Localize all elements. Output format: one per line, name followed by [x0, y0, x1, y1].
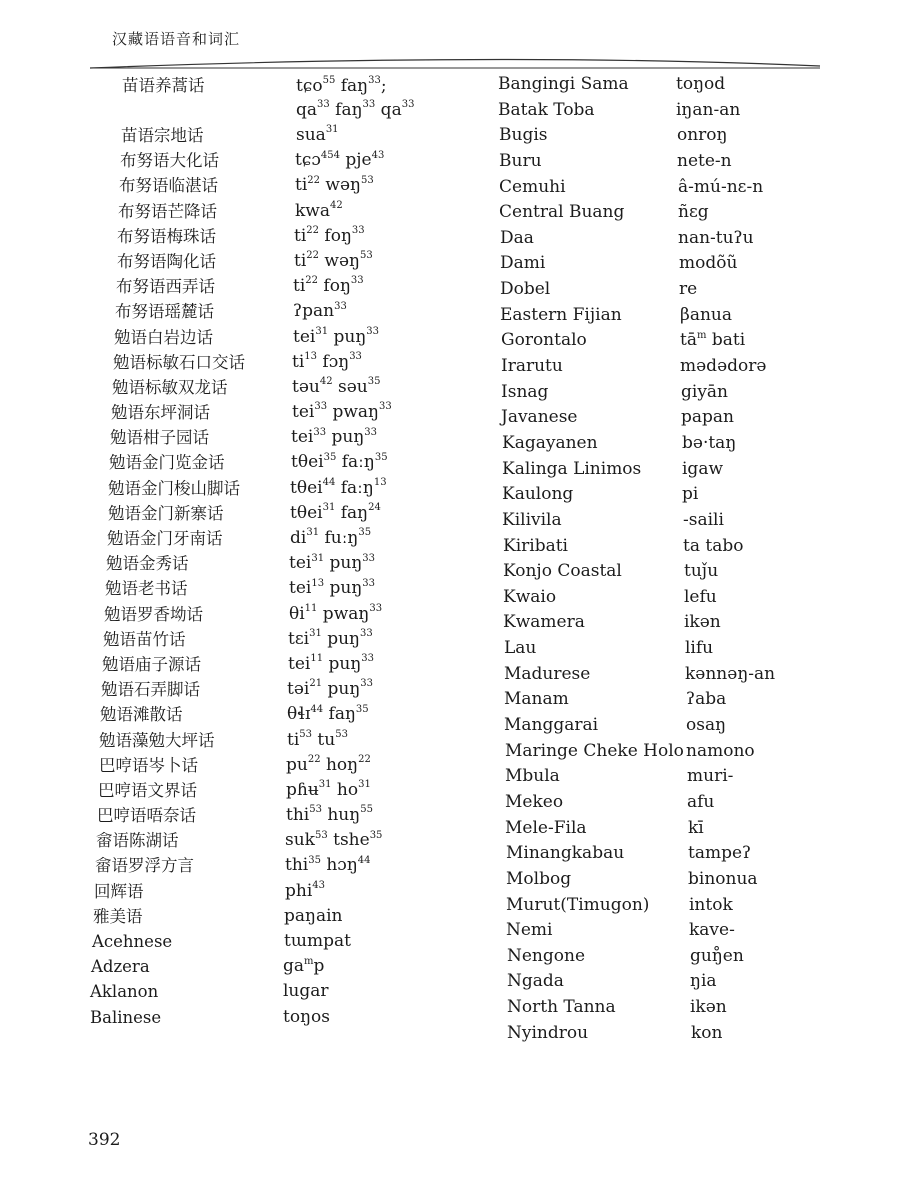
- word-form: lifu: [685, 638, 714, 659]
- word-form: $ti^{22}$ foŋ$^{33}$: [294, 225, 365, 246]
- word-form: tθei$^{31}$ faŋ$^{24}$: [290, 502, 381, 523]
- word-form: -saili: [683, 509, 724, 530]
- word-form: kon: [691, 1022, 723, 1043]
- word-form: binonua: [688, 868, 758, 889]
- word-form: thi$^{53}$ huŋ$^{55}$: [286, 804, 373, 826]
- language-name: 勉语庙子源话: [102, 654, 201, 674]
- language-name: Central Buang: [499, 202, 625, 223]
- entry-row: [0, 879, 490, 904]
- language-name: 勉语藻勉大坪话: [99, 730, 215, 750]
- word-form: nan-tuʔu: [678, 227, 754, 248]
- word-form: tɛi$^{31}$ puŋ$^{33}$: [288, 628, 373, 649]
- language-name: 布努语瑶麓话: [115, 302, 214, 322]
- entry-row: [490, 816, 900, 842]
- entry-row: [0, 954, 490, 979]
- word-form: $\theta i^{11}$ pwaŋ$^{33}$: [289, 602, 383, 624]
- language-name: Kwaio: [503, 586, 557, 607]
- language-name: Batak Toba: [498, 99, 595, 120]
- language-name: 勉语东坪洞话: [111, 403, 210, 423]
- entry-row: [490, 98, 900, 124]
- entry-row: [490, 251, 900, 277]
- word-form: thi$^{35}$ hɔŋ$^{44}$: [285, 854, 371, 876]
- entry-row: [490, 405, 900, 431]
- language-name: 勉语罗香坳话: [104, 604, 203, 624]
- language-name: Kaulong: [502, 484, 574, 505]
- entry-row: [0, 450, 490, 475]
- entry-row: [0, 224, 490, 249]
- language-name: Javanese: [501, 407, 578, 428]
- word-form: ʔpan$^{33}$: [293, 300, 347, 322]
- language-name: North Tanna: [507, 997, 616, 1018]
- entry-row: [490, 867, 900, 893]
- word-form: tθei$^{35}$ faːŋ$^{35}$: [291, 451, 388, 473]
- entry-row: [490, 893, 900, 919]
- entry-row: [490, 431, 900, 457]
- language-name: 苗语养蒿话: [122, 76, 205, 95]
- language-name: Maringe Cheke Holo: [505, 740, 684, 761]
- language-name: 布努语西弄话: [116, 277, 215, 297]
- language-name: Mekeo: [505, 791, 564, 812]
- language-name: 布努语大化话: [120, 151, 219, 171]
- entry-row: [490, 636, 900, 662]
- word-form: $ti^{53}$ $tu^{53}$: [287, 728, 348, 750]
- word-form: re: [679, 279, 698, 300]
- left-column: [0, 73, 490, 1030]
- word-form: pi: [682, 484, 699, 505]
- word-form: $ga^mp$: [283, 955, 325, 977]
- word-form: θɬɪ$^{44}$ faŋ$^{35}$: [287, 703, 369, 725]
- entry-row: [0, 425, 490, 450]
- language-name: Kagayanen: [502, 432, 598, 453]
- language-name: Dobel: [500, 279, 551, 300]
- entry-row: [0, 400, 490, 425]
- language-name: 畲语陈湖话: [96, 831, 179, 851]
- entry-row: [490, 328, 900, 354]
- language-name: 布努语梅珠话: [117, 226, 216, 246]
- language-name: Balinese: [90, 1007, 162, 1027]
- entry-row: [490, 123, 900, 149]
- entry-row: [0, 526, 490, 551]
- language-name: 勉语金门新寨话: [108, 503, 224, 523]
- language-name: Aklanon: [90, 982, 159, 1002]
- entry-row: [0, 249, 490, 274]
- entry-row: [490, 175, 900, 201]
- entry-row: [490, 277, 900, 303]
- language-name: Bugis: [499, 125, 548, 146]
- word-form: ta tabo: [683, 535, 744, 556]
- entry-row: [490, 226, 900, 252]
- entry-row: [490, 457, 900, 483]
- entry-row: [0, 1005, 490, 1030]
- word-form: tuǰu: [684, 561, 719, 582]
- entry-row: [0, 551, 490, 576]
- entry-row: [490, 559, 900, 585]
- word-form: iŋan-an: [676, 99, 741, 120]
- language-name: Minangkabau: [506, 843, 625, 864]
- word-form: təi$^{21}$ puŋ$^{33}$: [287, 678, 373, 700]
- entry-row: [0, 123, 490, 148]
- entry-row: [490, 585, 900, 611]
- entry-row: [490, 687, 900, 713]
- language-name: Nyindrou: [507, 1022, 589, 1043]
- word-form: βanua: [680, 304, 732, 325]
- language-name: Nengone: [507, 945, 586, 966]
- word-form: tɕɔ$^{454}$ pje$^{43}$: [295, 149, 385, 171]
- entry-row: [490, 739, 900, 765]
- word-form: onroŋ: [677, 125, 728, 146]
- word-form: ŋia: [690, 971, 717, 992]
- entry-row: [490, 1021, 900, 1047]
- language-name: 巴哼语岑卜话: [99, 755, 198, 775]
- entry-row: [490, 995, 900, 1021]
- entry-row: [0, 803, 490, 828]
- entry-row: [490, 354, 900, 380]
- word-form: təu$^{42}$ səu$^{35}$: [292, 376, 381, 397]
- word-form: giyān: [681, 381, 729, 402]
- language-name: 苗语宗地话: [121, 126, 204, 145]
- word-form: bə·taŋ: [682, 432, 737, 453]
- language-name: 畲语罗浮方言: [95, 856, 194, 876]
- entry-row: [0, 929, 490, 954]
- word-form: toŋos: [283, 1006, 330, 1027]
- language-name: 雅美语: [93, 906, 143, 926]
- language-name: 勉语老书话: [105, 579, 188, 599]
- word-form: tei$^{11}$ puŋ$^{33}$: [288, 653, 374, 674]
- entry-row: [490, 380, 900, 406]
- entry-row: [0, 778, 490, 803]
- word-form: muri-: [687, 766, 734, 787]
- language-name: Kwamera: [503, 612, 585, 633]
- word-form: $ti^{22}$ foŋ$^{33}$: [293, 275, 364, 297]
- word-form: $di^{31}$ fuːŋ$^{35}$: [290, 527, 372, 548]
- entry-row: [490, 508, 900, 534]
- word-form: tei$^{31}$ puŋ$^{33}$: [293, 325, 379, 347]
- language-name: Isnag: [501, 381, 549, 402]
- word-form: phi$^{43}$: [285, 879, 326, 901]
- entry-row: [490, 534, 900, 560]
- entry-row: [0, 602, 490, 627]
- language-name: 勉语滩散话: [100, 705, 183, 725]
- word-form: paŋain: [284, 905, 343, 926]
- language-name: Daa: [500, 227, 534, 248]
- word-form: tɯmpat: [284, 931, 351, 951]
- language-name: 勉语标敏双龙话: [112, 377, 228, 397]
- language-name: Konjo Coastal: [503, 561, 622, 582]
- entry-row: [0, 979, 490, 1004]
- word-form: nete-n: [677, 150, 732, 171]
- entry-row: [0, 299, 490, 324]
- language-name: Ngada: [507, 971, 564, 992]
- word-form: tθei$^{44}$ faːŋ$^{13}$: [290, 476, 387, 498]
- entry-row: [0, 677, 490, 702]
- word-form: $ti^{22}$ wəŋ$^{53}$: [294, 250, 373, 271]
- entry-row: [0, 702, 490, 727]
- entry-row: [0, 199, 490, 224]
- word-form: ʔaba: [686, 689, 727, 710]
- language-name: 勉语柑子园话: [110, 428, 209, 448]
- word-form: namono: [686, 740, 755, 761]
- language-name: 勉语标敏石口交话: [113, 352, 245, 372]
- language-name: Eastern Fijian: [500, 304, 622, 325]
- entry-row: [0, 173, 490, 198]
- word-form: pɦʉ$^{31}$ $ho^{31}$: [286, 779, 371, 800]
- word-form: igaw: [682, 458, 724, 479]
- running-header: 汉藏语语音和词汇: [112, 30, 241, 48]
- word-form: toŋod: [676, 74, 726, 94]
- entry-row: [490, 969, 900, 995]
- language-name: Manam: [504, 689, 569, 710]
- word-form: ikən: [684, 612, 721, 633]
- language-name: Kilivila: [502, 509, 562, 530]
- word-form: kwa$^{42}$: [295, 199, 343, 221]
- language-name: Adzera: [91, 957, 150, 977]
- entry-row: [0, 148, 490, 173]
- language-name: Manggarai: [504, 715, 599, 736]
- entry-row: [490, 482, 900, 508]
- entry-row: [490, 764, 900, 790]
- word-form: $ti^{22}$ wəŋ$^{53}$: [295, 174, 374, 196]
- language-name: Bangingi Sama: [498, 74, 629, 94]
- entry-row: [490, 790, 900, 816]
- entry-row: [490, 149, 900, 175]
- word-form: ñɛg: [678, 202, 709, 223]
- language-name: 勉语金门览金话: [109, 453, 225, 473]
- word-form: guŋ̊en: [690, 945, 744, 966]
- language-name: 布努语芒降话: [118, 201, 217, 221]
- language-name: 勉语苗竹话: [103, 629, 186, 649]
- word-form: lugar: [283, 981, 329, 1002]
- entry-row: [490, 841, 900, 867]
- language-name: Acehnese: [92, 932, 173, 951]
- entry-row: [490, 918, 900, 944]
- entry-row: [0, 728, 490, 753]
- language-name: Kiribati: [503, 535, 568, 556]
- word-form: tei$^{13}$ puŋ$^{33}$: [289, 577, 375, 599]
- word-form: $ti^{13}$ fɔŋ$^{33}$: [292, 351, 362, 372]
- entry-row: [0, 753, 490, 778]
- right-column: [490, 72, 900, 1046]
- entry-row: [0, 853, 490, 878]
- language-name: 回辉语: [94, 881, 144, 901]
- word-form-continued: $qa^{33}$ faŋ$^{33}$ $qa^{33}$: [296, 99, 415, 120]
- language-name: Kalinga Linimos: [502, 458, 642, 479]
- language-name: 巴哼语唔奈话: [97, 806, 196, 826]
- word-form: lefu: [684, 586, 717, 607]
- entry-row: [490, 662, 900, 688]
- language-name: Dami: [500, 253, 546, 274]
- word-form: kave-: [689, 920, 735, 941]
- entry-row: [0, 375, 490, 400]
- word-form: tampeʔ: [688, 843, 752, 864]
- page-number: 392: [88, 1130, 121, 1150]
- entry-row: [0, 501, 490, 526]
- word-form: papan: [681, 407, 734, 428]
- entry-row: [0, 274, 490, 299]
- language-name: 勉语金秀话: [106, 554, 189, 574]
- entry-row: [490, 944, 900, 970]
- word-form: $tā^m$ bati: [680, 329, 746, 351]
- entry-row: [0, 73, 490, 123]
- word-form: tei$^{31}$ puŋ$^{33}$: [289, 552, 375, 574]
- word-form: kənnəŋ-an: [685, 663, 776, 684]
- entry-row: [0, 350, 490, 375]
- entry-row: [0, 904, 490, 929]
- language-name: 勉语石弄脚话: [101, 680, 200, 700]
- word-form: tei$^{33}$ pwaŋ$^{33}$: [292, 401, 392, 423]
- language-name: Molbog: [506, 868, 572, 889]
- word-form: suk$^{53}$ tshe$^{35}$: [285, 829, 383, 851]
- word-form: kī: [688, 817, 704, 838]
- entry-row: [0, 828, 490, 853]
- entry-row: [490, 610, 900, 636]
- language-name: Mbula: [505, 766, 560, 787]
- language-name: Mele-Fila: [505, 817, 587, 838]
- word-form: sua$^{31}$: [296, 124, 339, 145]
- entry-row: [490, 72, 900, 98]
- entry-row: [0, 576, 490, 601]
- word-form: mədədorə: [680, 356, 767, 377]
- entry-row: [0, 652, 490, 677]
- language-name: 巴哼语文界话: [98, 780, 197, 800]
- language-name: Madurese: [504, 663, 591, 684]
- language-name: Buru: [499, 150, 542, 171]
- word-form: tei$^{33}$ puŋ$^{33}$: [291, 426, 377, 448]
- word-form: osaŋ: [686, 715, 727, 736]
- word-form: â-mú-nɛ-n: [678, 176, 764, 197]
- entry-row: [490, 713, 900, 739]
- word-form: afu: [687, 791, 715, 812]
- language-name: 布努语临湛话: [119, 176, 218, 196]
- language-name: Gorontalo: [501, 330, 587, 351]
- word-form: $pu^{22}$ hoŋ$^{22}$: [286, 754, 371, 775]
- word-form: modõũ: [679, 253, 738, 274]
- entry-row: [0, 325, 490, 350]
- language-name: 勉语金门牙南话: [107, 529, 223, 548]
- language-name: Lau: [504, 638, 537, 659]
- word-form: tɕo$^{55}$ faŋ$^{33}$;: [296, 75, 387, 96]
- word-form: ikən: [690, 997, 727, 1018]
- language-name: 布努语陶化话: [117, 251, 216, 271]
- entry-row: [0, 627, 490, 652]
- language-name: 勉语白岩边话: [114, 327, 213, 347]
- entry-row: [490, 303, 900, 329]
- language-name: Nemi: [506, 920, 553, 941]
- entry-row: [490, 200, 900, 226]
- word-form: intok: [689, 894, 733, 915]
- language-name: Cemuhi: [499, 176, 566, 197]
- entry-row: [0, 476, 490, 501]
- language-name: Murut(Timugon): [506, 894, 650, 915]
- language-name: Irarutu: [501, 356, 563, 377]
- language-name: 勉语金门梭山脚话: [108, 478, 240, 498]
